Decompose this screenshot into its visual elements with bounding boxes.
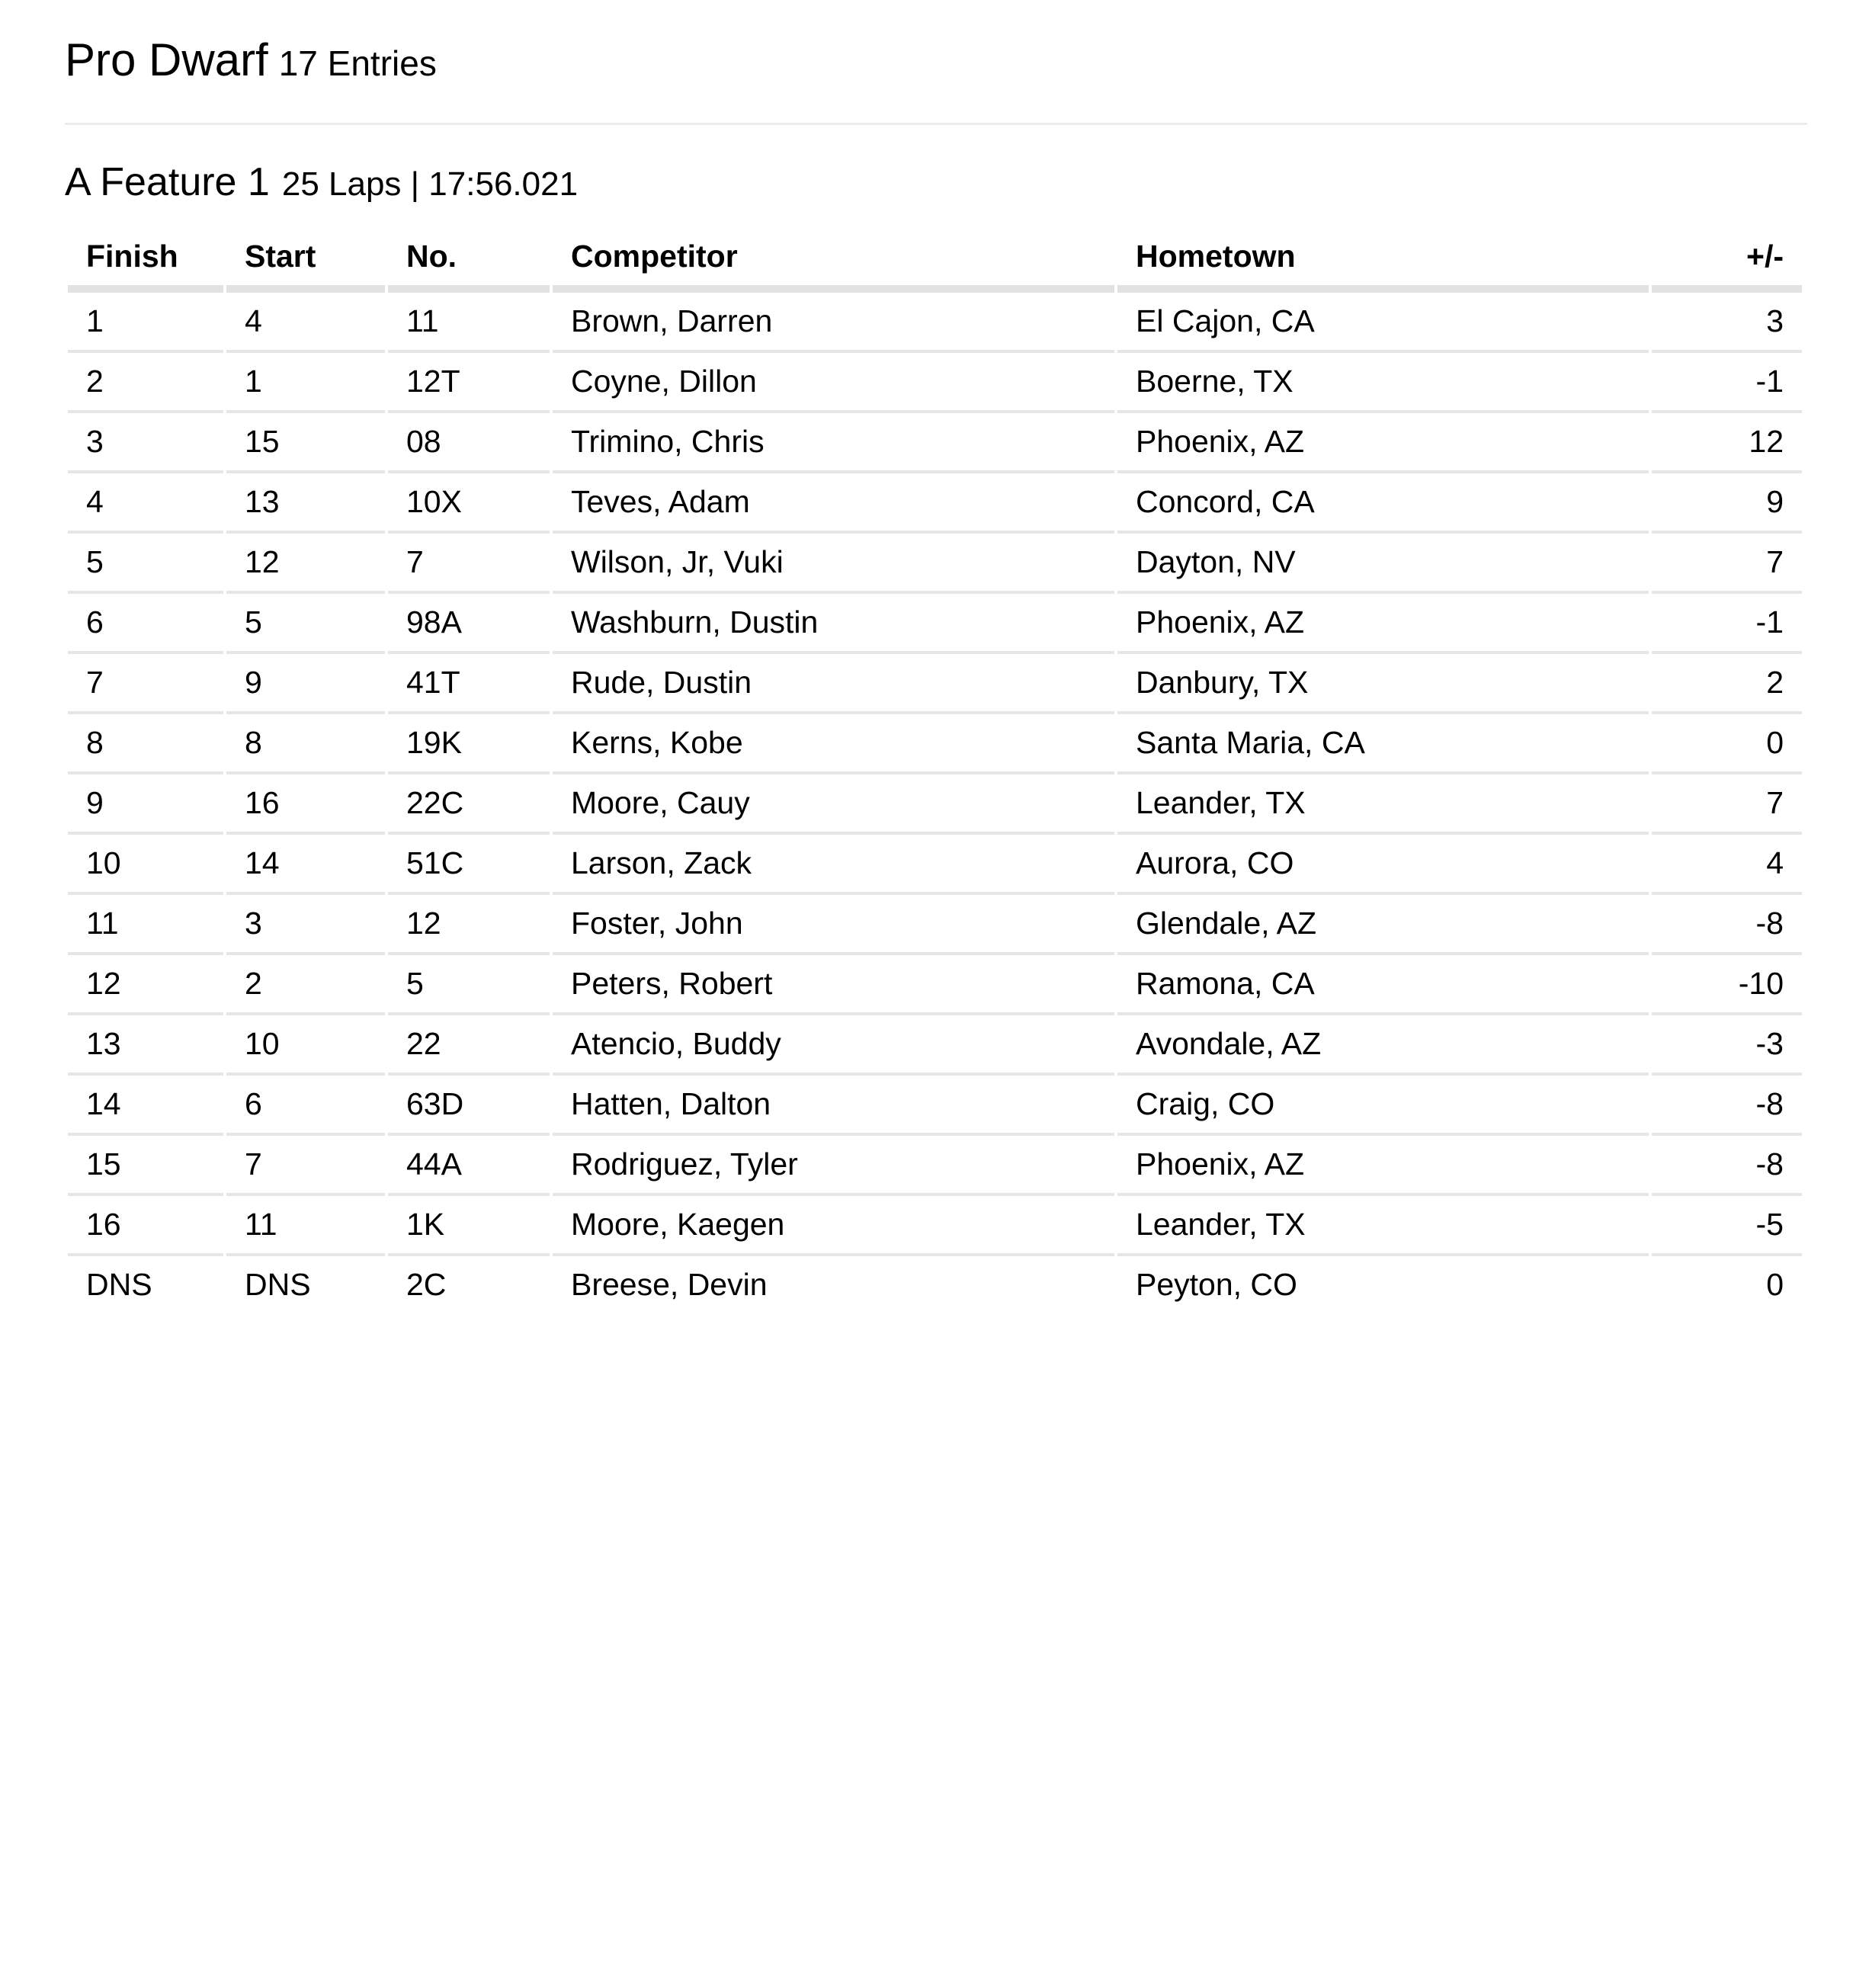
cell-start: 5	[226, 594, 385, 654]
cell-hometown: Aurora, CO	[1117, 835, 1649, 895]
table-row	[68, 413, 1802, 473]
cell-finish: 9	[68, 774, 223, 835]
cell-start: DNS	[245, 1267, 311, 1302]
cell-start: 6	[226, 1076, 385, 1136]
cell-no: 2C	[406, 1267, 447, 1302]
cell-start: 8	[226, 714, 385, 774]
cell-competitor: Teves, Adam	[553, 473, 1114, 534]
cell-finish: 15	[68, 1136, 223, 1196]
cell-no: 12T	[388, 353, 550, 413]
cell-hometown: Leander, TX	[1117, 774, 1649, 835]
cell-no: 1K	[388, 1196, 550, 1256]
results-table-body	[68, 293, 1802, 1313]
cell-competitor: Hatten, Dalton	[553, 1076, 1114, 1136]
col-header-competitor: Competitor	[553, 231, 1114, 293]
cell-plus-minus: -3	[1652, 1015, 1802, 1076]
cell-start: 4	[226, 293, 385, 353]
cell-hometown: Peyton, CO	[1136, 1267, 1297, 1302]
cell-finish: 7	[68, 654, 223, 714]
cell-competitor: Atencio, Buddy	[553, 1015, 1114, 1076]
cell-competitor: Brown, Darren	[553, 293, 1114, 353]
cell-finish: 12	[68, 955, 223, 1015]
table-row	[68, 835, 1802, 895]
page-title: Pro Dwarf	[65, 34, 268, 85]
results-table	[65, 231, 1805, 1313]
table-row	[68, 1136, 1802, 1196]
table-row	[68, 654, 1802, 714]
col-header-plus-minus: +/-	[1652, 231, 1802, 293]
col-header-start: Start	[226, 231, 385, 293]
cell-start: 16	[226, 774, 385, 835]
cell-start: 1	[226, 353, 385, 413]
cell-plus-minus: 0	[1652, 714, 1802, 774]
cell-plus-minus: 7	[1652, 774, 1802, 835]
cell-finish: 6	[68, 594, 223, 654]
cell-no: 41T	[388, 654, 550, 714]
table-row	[68, 1015, 1802, 1076]
cell-no: 63D	[388, 1076, 550, 1136]
cell-hometown: Phoenix, AZ	[1117, 413, 1649, 473]
cell-hometown: Boerne, TX	[1117, 353, 1649, 413]
cell-start: 7	[226, 1136, 385, 1196]
cell-finish: 2	[68, 353, 223, 413]
cell-no: 5	[388, 955, 550, 1015]
cell-hometown: Leander, TX	[1117, 1196, 1649, 1256]
cell-plus-minus: 2	[1652, 654, 1802, 714]
cell-no: 44A	[388, 1136, 550, 1196]
class-header	[65, 34, 1807, 98]
cell-competitor: Larson, Zack	[553, 835, 1114, 895]
cell-plus-minus: 3	[1652, 293, 1802, 353]
cell-competitor: Rude, Dustin	[553, 654, 1114, 714]
table-row	[68, 594, 1802, 654]
cell-start: 2	[226, 955, 385, 1015]
cell-finish: 13	[68, 1015, 223, 1076]
cell-finish: 4	[68, 473, 223, 534]
cell-plus-minus: -5	[1652, 1196, 1802, 1256]
cell-competitor: Coyne, Dillon	[553, 353, 1114, 413]
cell-start: 13	[226, 473, 385, 534]
col-header-finish: Finish	[68, 231, 223, 293]
table-row	[68, 293, 1802, 353]
cell-start: 9	[226, 654, 385, 714]
cell-competitor: Moore, Kaegen	[553, 1196, 1114, 1256]
cell-competitor: Foster, John	[553, 895, 1114, 955]
col-header-hometown: Hometown	[1117, 231, 1649, 293]
table-row	[68, 1076, 1802, 1136]
cell-start: 15	[226, 413, 385, 473]
cell-no: 19K	[388, 714, 550, 774]
cell-plus-minus: 0	[1766, 1267, 1784, 1302]
cell-hometown: Dayton, NV	[1117, 534, 1649, 594]
cell-no: 7	[388, 534, 550, 594]
table-row	[68, 955, 1802, 1015]
cell-hometown: Concord, CA	[1117, 473, 1649, 534]
cell-plus-minus: -1	[1652, 594, 1802, 654]
table-row	[68, 895, 1802, 955]
cell-finish: 14	[68, 1076, 223, 1136]
entries-count: 17 Entries	[278, 43, 437, 83]
cell-hometown: Phoenix, AZ	[1117, 1136, 1649, 1196]
cell-competitor: Breese, Devin	[571, 1267, 768, 1302]
cell-competitor: Moore, Cauy	[553, 774, 1114, 835]
cell-competitor: Rodriguez, Tyler	[553, 1136, 1114, 1196]
cell-hometown: Santa Maria, CA	[1117, 714, 1649, 774]
cell-hometown: Danbury, TX	[1117, 654, 1649, 714]
cell-start: 14	[226, 835, 385, 895]
cell-hometown: El Cajon, CA	[1117, 293, 1649, 353]
header-row	[68, 231, 1802, 293]
cell-plus-minus: -8	[1652, 1076, 1802, 1136]
cell-plus-minus: -10	[1652, 955, 1802, 1015]
cell-plus-minus: 12	[1652, 413, 1802, 473]
table-row	[68, 1196, 1802, 1256]
cell-plus-minus: 9	[1652, 473, 1802, 534]
cell-hometown: Craig, CO	[1117, 1076, 1649, 1136]
cell-finish: 16	[68, 1196, 223, 1256]
cell-competitor: Kerns, Kobe	[553, 714, 1114, 774]
cell-no: 10X	[388, 473, 550, 534]
cell-start: 12	[226, 534, 385, 594]
cell-no: 12	[388, 895, 550, 955]
results-table-header	[68, 231, 1802, 293]
table-row	[68, 774, 1802, 835]
cell-finish: 8	[68, 714, 223, 774]
cell-finish: 5	[68, 534, 223, 594]
cell-finish: DNS	[86, 1267, 152, 1302]
cell-no: 11	[388, 293, 550, 353]
cell-hometown: Ramona, CA	[1117, 955, 1649, 1015]
cell-competitor: Wilson, Jr, Vuki	[553, 534, 1114, 594]
cell-start: 11	[226, 1196, 385, 1256]
cell-competitor: Trimino, Chris	[553, 413, 1114, 473]
col-header-no: No.	[388, 231, 550, 293]
cell-plus-minus: 4	[1652, 835, 1802, 895]
cell-no: 22C	[388, 774, 550, 835]
cell-no: 22	[388, 1015, 550, 1076]
cell-plus-minus: 7	[1652, 534, 1802, 594]
cell-competitor: Peters, Robert	[553, 955, 1114, 1015]
table-row	[68, 473, 1802, 534]
header-divider	[65, 123, 1807, 125]
table-row	[68, 714, 1802, 774]
cell-hometown: Avondale, AZ	[1117, 1015, 1649, 1076]
table-row	[68, 353, 1802, 413]
table-row	[68, 1256, 1802, 1313]
race-header	[65, 159, 1807, 216]
cell-hometown: Glendale, AZ	[1117, 895, 1649, 955]
cell-start: 10	[226, 1015, 385, 1076]
table-row	[68, 534, 1802, 594]
race-details: 25 Laps | 17:56.021	[281, 165, 579, 203]
cell-plus-minus: -1	[1652, 353, 1802, 413]
cell-no: 51C	[388, 835, 550, 895]
cell-finish: 11	[68, 895, 223, 955]
cell-hometown: Phoenix, AZ	[1117, 594, 1649, 654]
cell-competitor: Washburn, Dustin	[553, 594, 1114, 654]
cell-finish: 3	[68, 413, 223, 473]
cell-finish: 10	[68, 835, 223, 895]
cell-no: 98A	[388, 594, 550, 654]
cell-plus-minus: -8	[1652, 1136, 1802, 1196]
cell-finish: 1	[68, 293, 223, 353]
cell-plus-minus: -8	[1652, 895, 1802, 955]
race-title: A Feature 1	[65, 160, 270, 204]
cell-start: 3	[226, 895, 385, 955]
cell-no: 08	[388, 413, 550, 473]
